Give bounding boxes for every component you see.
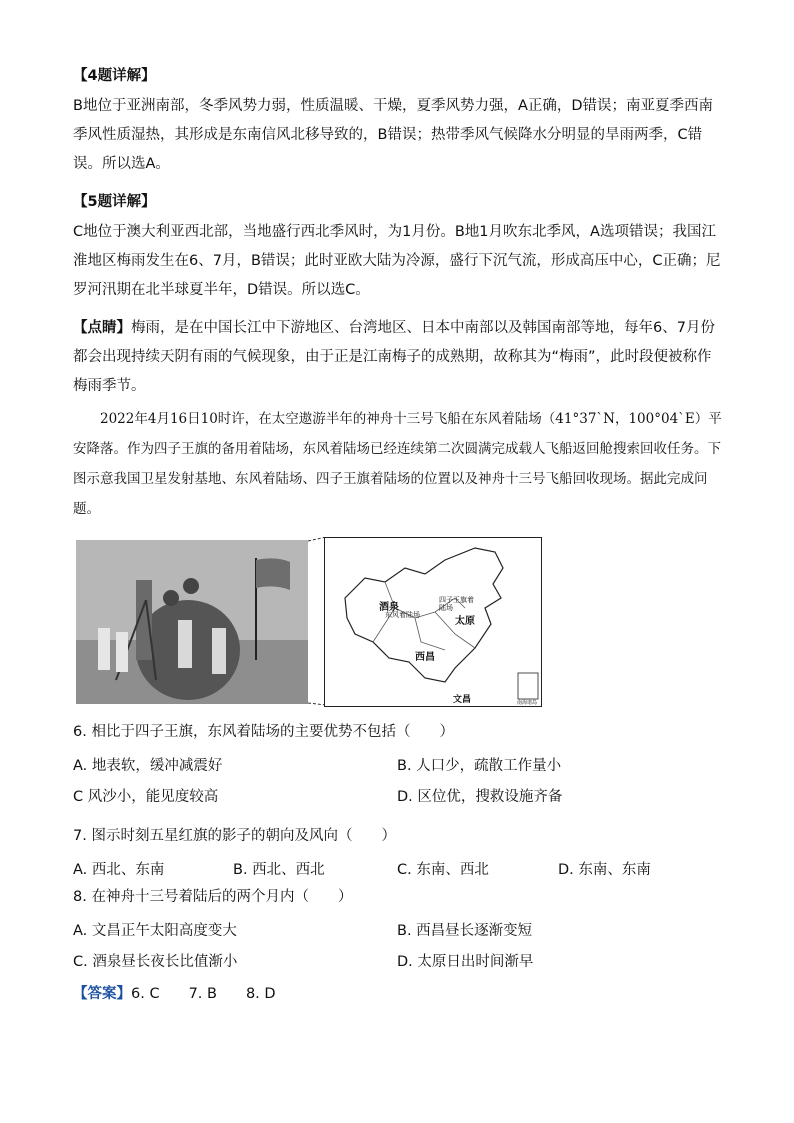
recovery-photo [76,540,308,704]
question-7-option-d: D. 东南、东南 [558,862,651,878]
question-6-option-b: B. 人口少，疏散工作量小 [397,758,562,774]
map-label-xichang: 西昌 [415,652,435,663]
answer-label: 【答案】 [73,986,131,1002]
recovery-scene-image [76,540,308,704]
question-8-option-a: A. 文昌正午太阳高度变大 [73,923,237,939]
question-7-option-c: C. 东南、西北 [397,862,489,878]
question-8-option-d: D. 太原日出时间渐早 [397,954,534,970]
tip-text: 梅雨，是在中国长江中下游地区、台湾地区、日本中南部以及韩国南部等地，每年6、7月份都会出现持续天阴有雨的气候现象，由于正是江南梅子的成熟期，故称其为“梅雨”，此时段便被称作梅雨季节。 [73,320,715,394]
tip-paragraph [73,314,723,401]
question-8-option-c: C. 酒泉昼长夜长比值渐小 [73,954,238,970]
map-label-taiyuan: 太原 [455,616,475,627]
figure [76,537,544,707]
map-label-dongfeng: 东风着陆场 [385,611,420,619]
question-7-stem: 7. 图示时刻五星红旗的影子的朝向及风向（ ） [73,828,396,844]
map-label-south-sea: 南海诸岛 [517,700,538,706]
question-6-stem: 6. 相比于四子王旗，东风着陆场的主要优势不包括（ ） [73,724,454,740]
question-7-option-a: A. 西北、东南 [73,862,165,878]
question-8-option-b: B. 西昌昼长逐渐变短 [397,923,533,939]
question-6-option-c: C 风沙小，能见度较高 [73,789,219,805]
question-6-option-d: D. 区位优，搜救设施齐备 [397,789,563,805]
answer-text: 6. C 7. B 8. D [131,986,276,1002]
q5-heading: 【5题详解】 [73,194,156,210]
map-label-wenchang: 文昌 [453,695,472,705]
answer-line [73,982,276,1003]
question-7-option-b: B. 西北、西北 [233,862,325,878]
question-8-stem: 8. 在神舟十三号着陆后的两个月内（ ） [73,889,353,905]
passage: 2022年4月16日10时许，在太空遨游半年的神舟十三号飞船在东风着陆场（41°37`N，100°04`E）平安降落。作为四子王旗的备用着陆场，东风着陆场已经连续第二次圆满完成载人飞船返回舱搜索回收任务。下图示意我国卫星发射基地、东风着陆场、四子王旗着陆场的位置以及神舟十三号飞船回收现场。据此完成问题。 [73,411,722,517]
q4-heading: 【4题详解】 [73,68,156,84]
q4-explanation: B地位于亚洲南部，冬季风势力弱，性质温暖、干燥，夏季风势力强，A正确，D错误；南亚夏季西南季风性质湿热，其形成是东南信风北移导致的，B错误；热带季风气候降水分明显的旱雨两季，C错误。所以选A。 [73,98,714,172]
q5-explanation: C地位于澳大利亚西北部，当地盛行西北季风时，为1月份。B地1月吹东北季风，A选项错误；我国江淮地区梅雨发生在6、7月，B错误；此时亚欧大陆为冷源，盛行下沉气流，形成高压中心，C正确；尼罗河汛期在北半球夏半年，D错误。所以选C。 [73,224,721,298]
tip-label: 【点睛】 [73,320,131,336]
china-outline [325,538,541,706]
map-label-jiuquan: 酒泉 [379,602,399,613]
china-map [324,537,542,707]
question-6-option-a: A. 地表软，缓冲减震好 [73,758,223,774]
map-label-siziwang: 四子王旗着陆场 [439,596,474,612]
